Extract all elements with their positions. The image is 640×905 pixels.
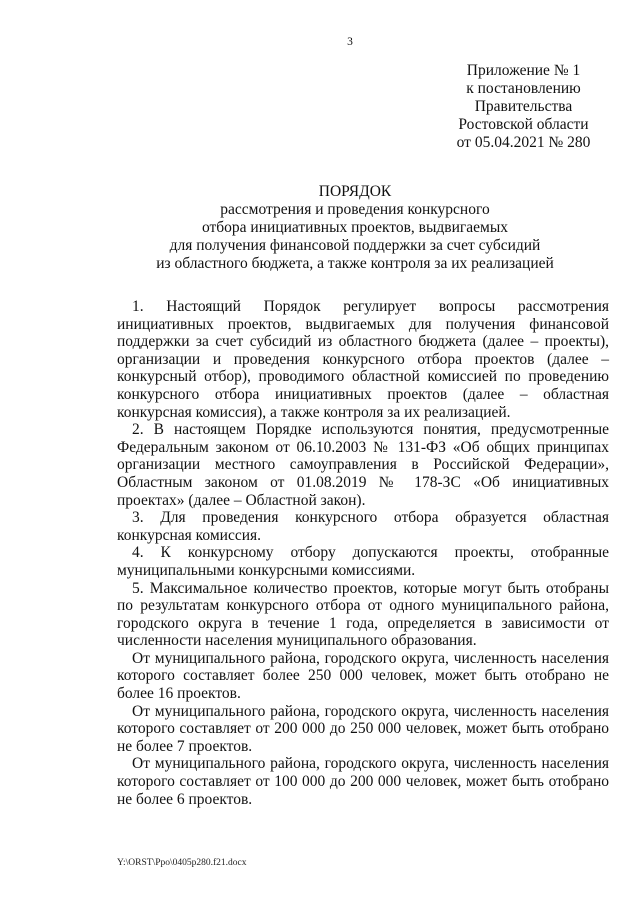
paragraph: 4. К конкурсному отбору допускаются проекты, отобранные муниципальными конкурсными комиссиями.: [117, 544, 609, 579]
page-number: 3: [347, 36, 353, 48]
document-body: [117, 298, 609, 808]
paragraph: От муниципального района, городского округа, численность населения которого составляет более 250 000 человек, может быть отобрано не более 16 проектов.: [117, 649, 609, 703]
appendix-line: Правительства: [474, 98, 573, 115]
title-line: рассмотрения и проведения конкурсного: [220, 201, 490, 218]
paragraph: 1. Настоящий Порядок регулирует вопросы рассмотрения инициативных проектов, выдвигаемых для получения финансовой поддержки за счет субсидий из областного бюджета (далее – проекты), организации и проведения конкурсного отбора проектов (далее – конкурсный отбор), проводимого областной комиссией по проведению конкурсного отбора инициативных проектов (далее – областная конкурсная комиссия), а также контроля за их реализацией.: [117, 298, 609, 421]
appendix-line: от 05.04.2021 № 280: [456, 134, 591, 151]
paragraph: 5. Максимальное количество проектов, которые могут быть отобраны по результатам конкурсного отбора от одного муниципального района, городского округа в течение 1 года, определяется в зависимости от численности населения муниципального образования.: [117, 579, 609, 650]
paragraph: 2. В настоящем Порядке используются понятия, предусмотренные Федеральным законом от 06.10.2003 № 131-ФЗ «Об общих принципах организации местного самоуправления в Российской Федерации», Областным законом от 01.08.2019 № 178-ЗС «Об инициативных проектах» (далее – Областной закон).: [117, 421, 609, 509]
appendix-line: Приложение № 1: [466, 62, 581, 79]
footer-file-path: Y:\ORST\Ppo\0405p280.f21.docx: [117, 858, 247, 868]
appendix-line: к постановлению: [466, 80, 581, 97]
paragraph: От муниципального района, городского округа, численность населения которого составляет от 200 000 до 250 000 человек, может быть отобрано не более 7 проектов.: [117, 702, 609, 755]
paragraph: От муниципального района, городского округа, численность населения которого составляет от 100 000 до 200 000 человек, может быть отобрано не более 6 проектов.: [117, 755, 609, 808]
title-heading: ПОРЯДОК: [318, 183, 392, 200]
paragraph: 3. Для проведения конкурсного отбора образуется областная конкурсная комиссия.: [117, 509, 609, 544]
document-title: [140, 183, 570, 273]
title-line: отбора инициативных проектов, выдвигаемых: [201, 219, 509, 236]
title-line: для получения финансовой поддержки за счет субсидий: [169, 237, 541, 254]
appendix-block: [446, 62, 601, 152]
title-line: из областного бюджета, а также контроля за их реализацией: [156, 255, 554, 272]
appendix-line: Ростовской области: [458, 116, 589, 133]
